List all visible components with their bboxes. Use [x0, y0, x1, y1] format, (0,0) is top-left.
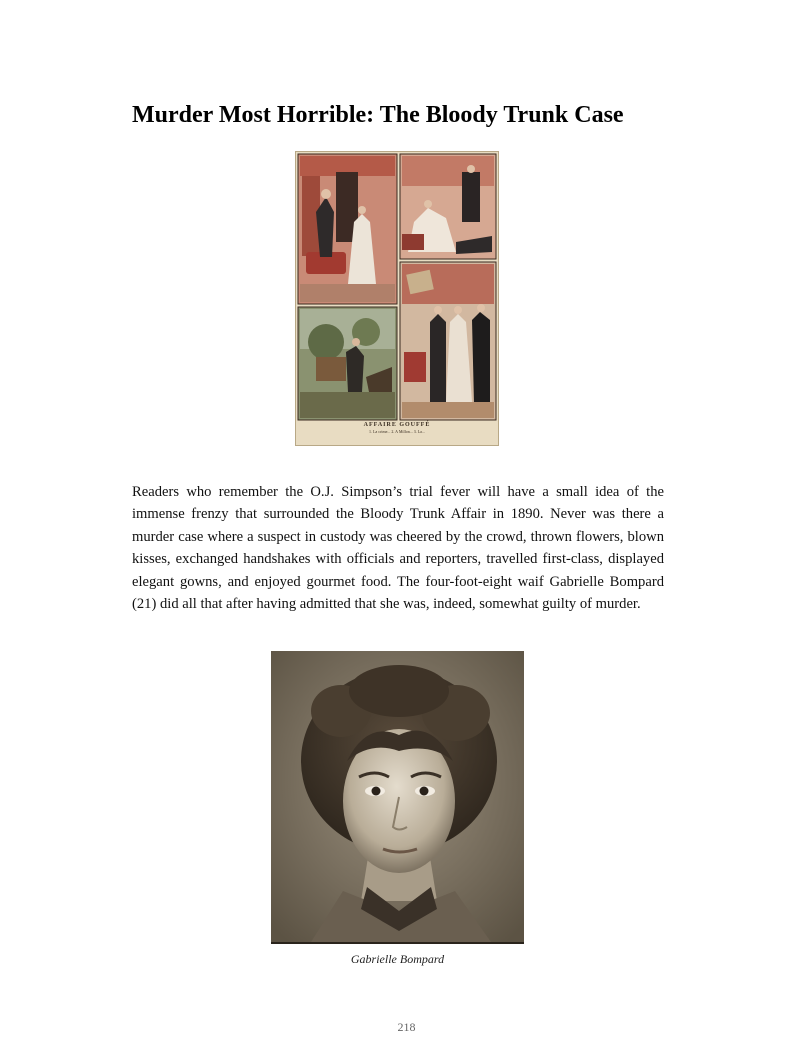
- photo-caption: Gabrielle Bompard: [350, 952, 445, 966]
- portrait-photo: [271, 651, 524, 944]
- illustration-plate-art: [296, 152, 498, 445]
- body-paragraph: Readers who remember the O.J. Simpson’s trial fever will have a small idea of the immense frenzy that surrounded the Bloody Trunk Affair in 1890. Never was there a murder case where a suspect in custody was cheered by the crowd, thrown flowers, blown kisses, exchanged handshakes with officials and reporters, travelled first-class, displayed elegant gowns, and enjoyed gourmet food. The four-foot-eight waif Gabrielle Bompard (21) did all that after having admitted that she was, indeed, somewhat guilty of murder.: [132, 484, 664, 613]
- illustration-caption-text: 1. La crime... 2. A Millon... 3. La...: [369, 429, 425, 434]
- illustration-caption-title: AFFAIRE GOUFFÉ: [363, 422, 431, 428]
- portrait-photo-art: [271, 651, 524, 942]
- page-number: 218: [397, 1020, 416, 1034]
- illustration-caption: [298, 421, 496, 443]
- page-title: Murder Most Horrible: The Bloody Trunk Case: [132, 102, 624, 128]
- illustration-plate: [295, 151, 499, 446]
